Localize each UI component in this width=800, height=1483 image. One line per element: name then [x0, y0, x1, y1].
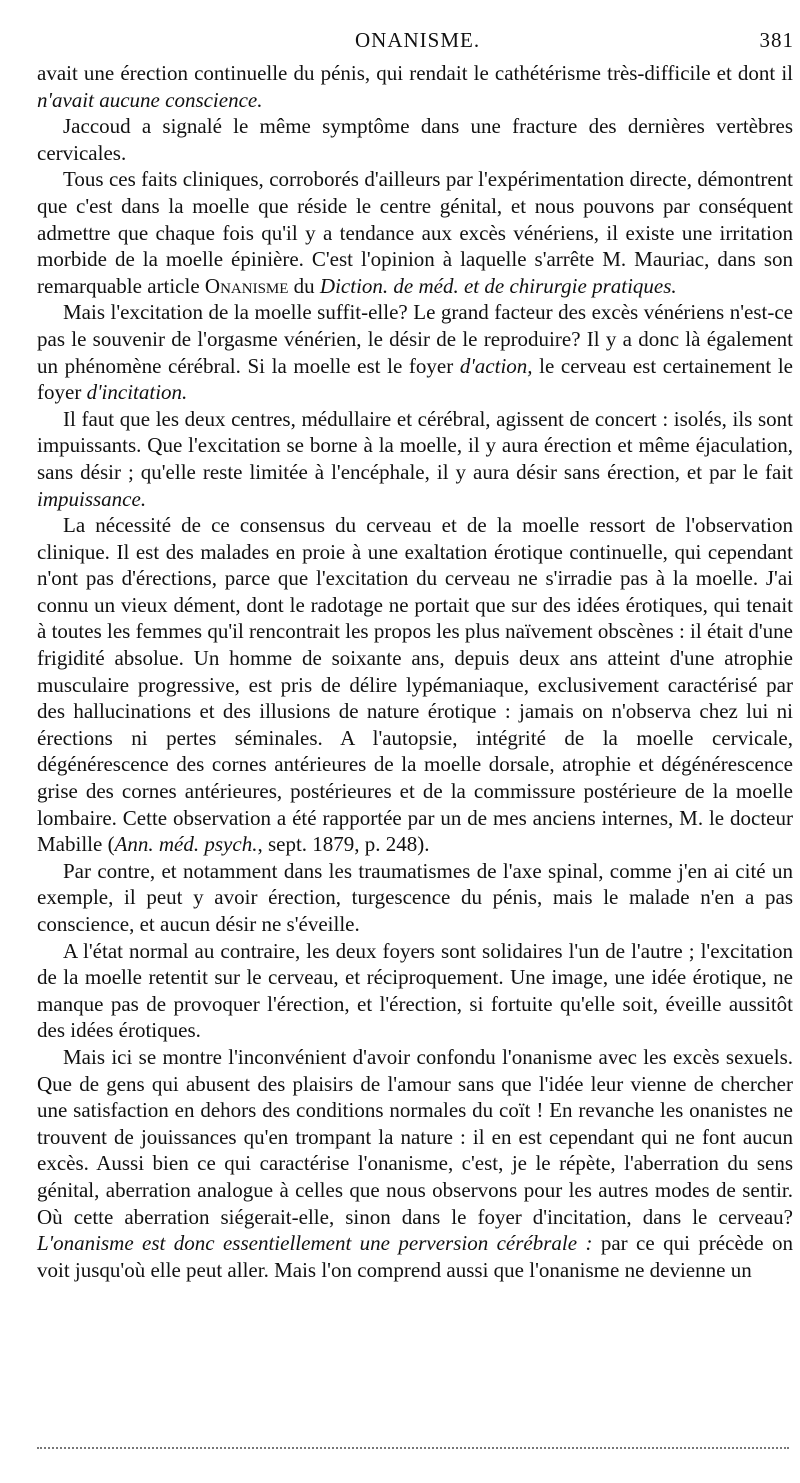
text-segment: , sept. 1879, p. 248).: [257, 832, 430, 857]
paragraph: [37, 299, 793, 405]
text-segment: Par contre, et notamment dans les traumatismes de l'axe spinal, comme j'en ai cité un exemple, il peut y avoir érection, turgescence du pénis, mais le malade n'en a pas conscience, et aucun désir ne s'éveille.: [37, 858, 793, 936]
paragraph: [37, 1044, 793, 1283]
italic-text: n'avait aucune conscience.: [37, 87, 263, 112]
italic-text: impuissance.: [37, 486, 147, 511]
body-text: [37, 60, 793, 1283]
text-segment: le cerveau est certainement le foyer: [37, 353, 793, 405]
running-header: [0, 28, 800, 58]
page-number: 381: [759, 28, 794, 52]
italic-text: d'incitation.: [86, 380, 188, 405]
text-segment: par ce qui précède on voit jusqu'où elle peut aller. Mais l'on comprend aussi que l'onanisme ne devienne un: [37, 1231, 793, 1282]
text-segment: Jaccoud a signalé le même symptôme dans une fracture des dernières vertèbres cervicales.: [37, 114, 793, 165]
text-segment: Mais ici se montre l'inconvénient d'avoir confondu l'onanisme avec les excès sexuels. Que de gens qui abusent des plaisirs de l'amour sans que l'idée leur vienne de chercher une satisfaction en dehors des conditions normales du coït ! En revanche les onanistes ne trouvent de jouissances qu'en trompant la nature : il en est cependant qui ne font aucun excès. Aussi bien ce qui caractérise l'onanisme, c'est, je le répète, l'aberration du sens génital, aberration analogue à celles que nous observons pour les autres modes de sentir. Où cette aberration siégerait-elle, sinon dans le foyer d'incitation, dans le cerveau?: [37, 1044, 793, 1229]
text-segment: avait une érection continuelle du pénis, qui rendait le cathétérisme très-difficile et dont il: [37, 61, 793, 85]
text-segment: Tous ces faits cliniques, corroborés d'ailleurs par l'expérimentation directe, démontrent que c'est dans la moelle que réside le centre génital, et nous pouvons par conséquent admettre que chaque fois qu'il y a tendance aux excès vénériens, il existe une irritation morbide de la moelle épinière. C'est l'opinion à laquelle s'arrête M. Mauriac, dans son remarquable article: [37, 167, 793, 298]
italic-text: Diction. de méd. et de chirurgie pratiques.: [319, 273, 677, 298]
paragraph: [37, 938, 793, 1044]
italic-text: Ann. méd. psych.: [114, 832, 258, 857]
paragraph: [37, 858, 793, 938]
running-title: ONANISME.: [355, 28, 481, 52]
italic-text: L'onanisme est donc essentiellement une perversion cérébrale :: [37, 1231, 593, 1256]
paragraph: [37, 406, 793, 512]
small-caps-text: Onanisme: [204, 273, 289, 298]
paragraph: [37, 60, 793, 113]
paragraph: [37, 512, 793, 858]
italic-text: d'action,: [459, 353, 533, 378]
text-segment: A l'état normal au contraire, les deux foyers sont solidaires l'un de l'autre ; l'excitation de la moelle retentit sur le cerveau, et réciproquement. Une image, une idée érotique, ne manque pas de provoquer l'érection, et l'érection, si fortuite qu'elle soit, éveille aussitôt des idées érotiques.: [37, 938, 793, 1043]
text-segment: Mais l'excitation de la moelle suffit-elle? Le grand facteur des excès vénériens n'est-ce pas le souvenir de l'orgasme vénérien, le désir de le reproduire? Il y a donc là également un phénomène cérébral. Si la moelle est le foyer: [37, 300, 793, 378]
paragraph: [37, 113, 793, 166]
text-segment: du: [288, 273, 320, 298]
text-segment: La nécessité de ce consensus du cerveau et de la moelle ressort de l'observation clinique. Il est des malades en proie à une exaltation érotique continuelle, qui cependant n'ont pas d'érections, parce que l'excitation du cerveau ne s'irradie pas à la moelle. J'ai connu un vieux dément, dont le radotage ne portait que sur des idées érotiques, qui tenait à toutes les femmes qu'il rencontrait les propos les plus naïvement obscènes : il était d'une frigidité absolue. Un homme de soixante ans, depuis deux ans atteint d'une atrophie musculaire progressive, est pris de délire lypémaniaque, exclusivement caractérisé par des hallucinations et des illusions de nature érotique : jamais on n'observa chez lui ni érections ni pertes séminales. A l'autopsie, intégrité de la moelle cervicale, dégénérescence des cornes antérieures de la moelle dorsale, atrophie et dégénérescence grise des cornes antérieures, postérieures et de la commissure postérieure de la moelle lombaire. Cette observation a été rapportée par un de mes anciens internes, M. le docteur Mabille (: [37, 513, 793, 857]
paragraph: [37, 166, 793, 299]
text-segment: Il faut que les deux centres, médullaire et cérébral, agissent de concert : isolés, ils sont impuissants. Que l'excitation se borne à la moelle, il y aura érection et même éjaculation, sans désir ; qu'elle reste limitée à l'encéphale, il y aura désir sans érection, et par le fait: [37, 406, 793, 484]
footer-dotted-rule: [37, 1447, 789, 1449]
